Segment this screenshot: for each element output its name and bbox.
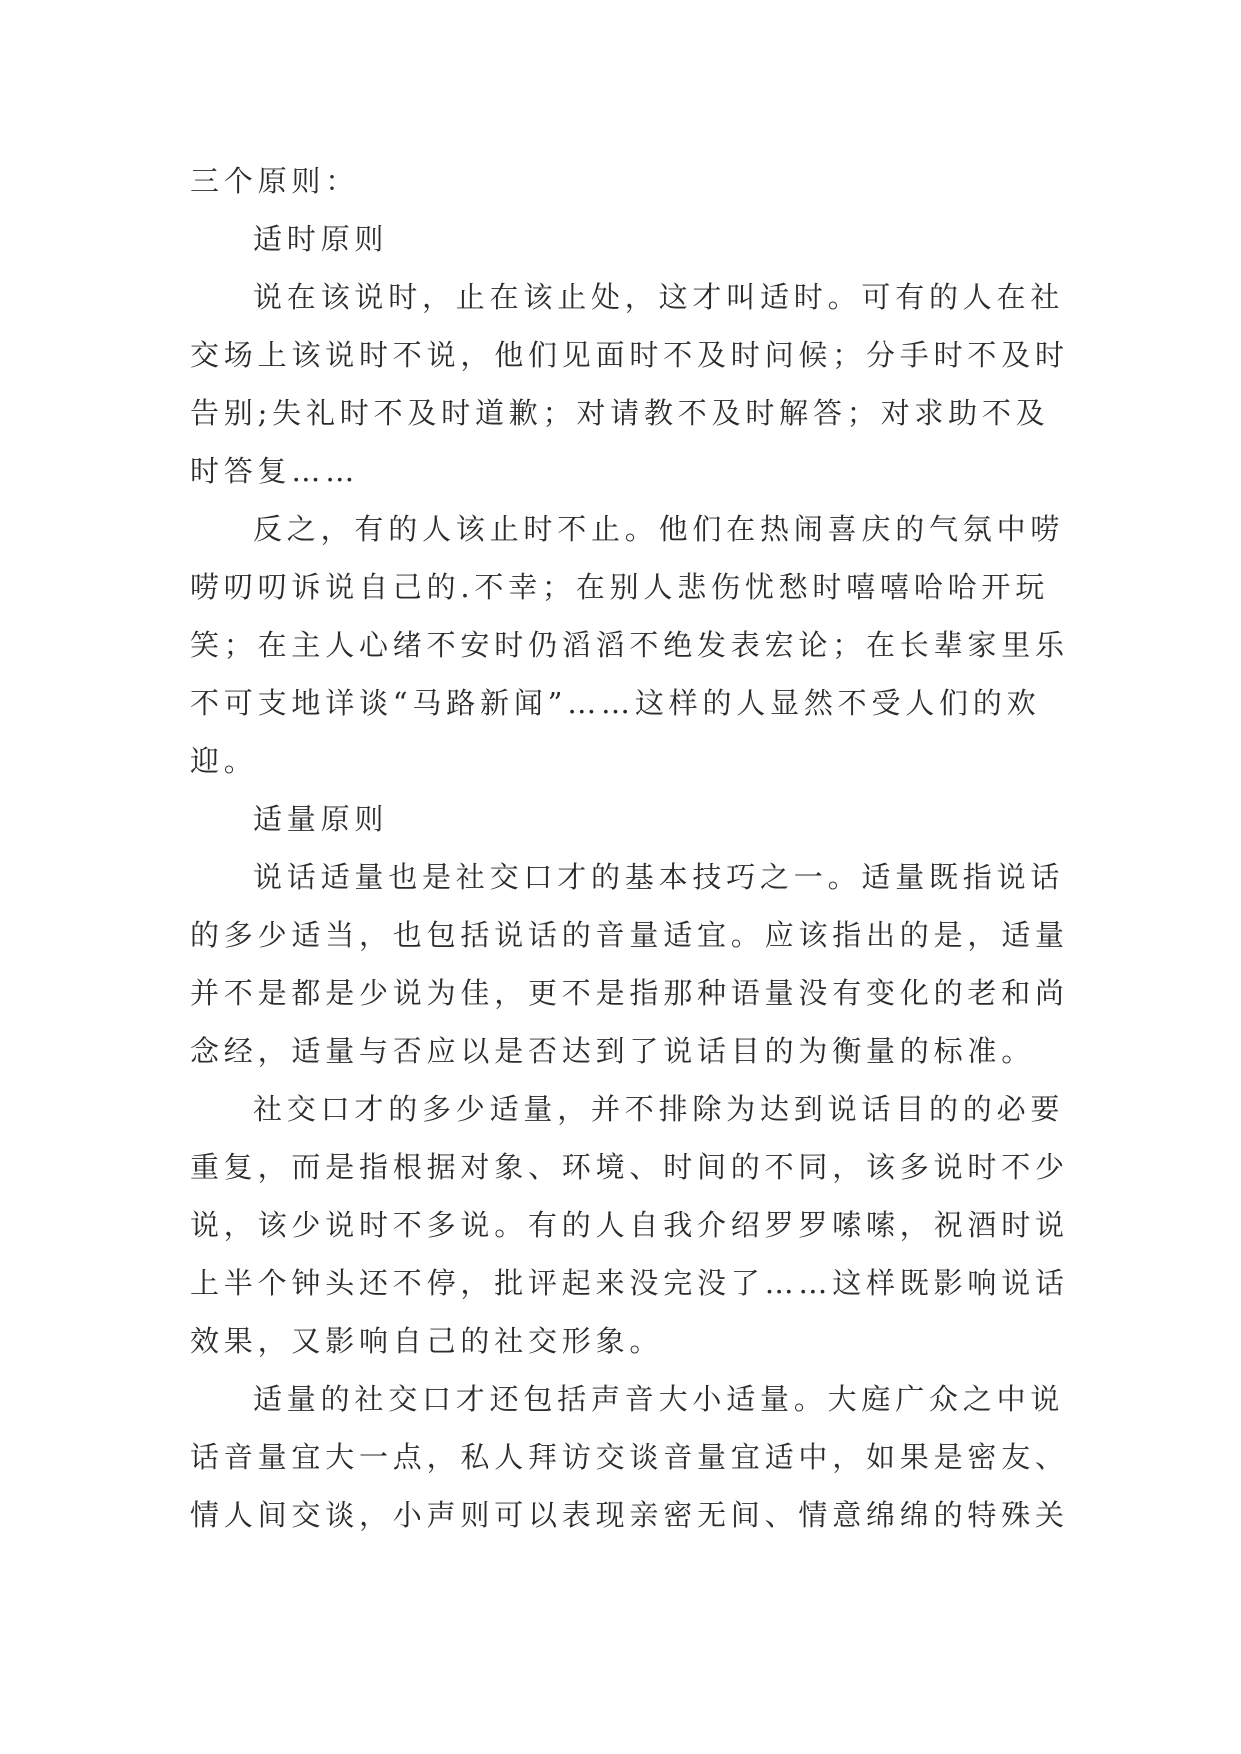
body-line: 效果，又影响自己的社交形象。 [190,1324,664,1358]
body-line: 社交口才的多少适量，并不排除为达到说话目的的必要 [253,1092,1065,1126]
body-line: 唠叨叨诉说自己的.不幸；在别人悲伤忧愁时嘻嘻哈哈开玩 [190,570,1050,604]
body-line: 适量的社交口才还包括声音大小适量。大庭广众之中说 [253,1382,1065,1416]
body-line: 三个原则： [190,164,360,198]
body-line: 的多少适当，也包括说话的音量适宜。应该指出的是，适量 [190,918,1069,952]
body-line: 说话适量也是社交口才的基本技巧之一。适量既指说话 [253,860,1065,894]
body-line: 反之，有的人该止时不止。他们在热闹喜庆的气氛中唠 [253,512,1065,546]
section-heading-quantity-principle: 适量原则 [253,802,389,836]
body-line: 情人间交谈，小声则可以表现亲密无间、情意绵绵的特殊关 [190,1498,1069,1532]
body-line: 笑；在主人心绪不安时仍滔滔不绝发表宏论；在长辈家里乐 [190,628,1069,662]
body-line: 迎。 [190,744,258,778]
body-line: 念经，适量与否应以是否达到了说话目的为衡量的标准。 [190,1034,1036,1068]
body-line: 告别;失礼时不及时道歉；对请教不及时解答；对求助不及 [190,396,1050,430]
body-line: 不可支地详谈“马路新闻”……这样的人显然不受人们的欢 [190,686,1041,720]
body-line: 话音量宜大一点，私人拜访交谈音量宜适中，如果是密友、 [190,1440,1069,1474]
body-line: 时答复…… [190,454,360,488]
section-heading-timing-principle: 适时原则 [253,222,389,256]
body-line: 上半个钟头还不停，批评起来没完没了……这样既影响说话 [190,1266,1069,1300]
body-line: 重复，而是指根据对象、环境、时间的不同，该多说时不少 [190,1150,1069,1184]
body-line: 并不是都是少说为佳，更不是指那种语量没有变化的老和尚 [190,976,1069,1010]
document-body [190,152,1069,1544]
body-line: 交场上该说时不说，他们见面时不及时问候；分手时不及时 [190,338,1069,372]
body-line: 说，该少说时不多说。有的人自我介绍罗罗嗦嗦，祝酒时说 [190,1208,1069,1242]
body-line: 说在该说时，止在该止处，这才叫适时。可有的人在社 [253,280,1065,314]
